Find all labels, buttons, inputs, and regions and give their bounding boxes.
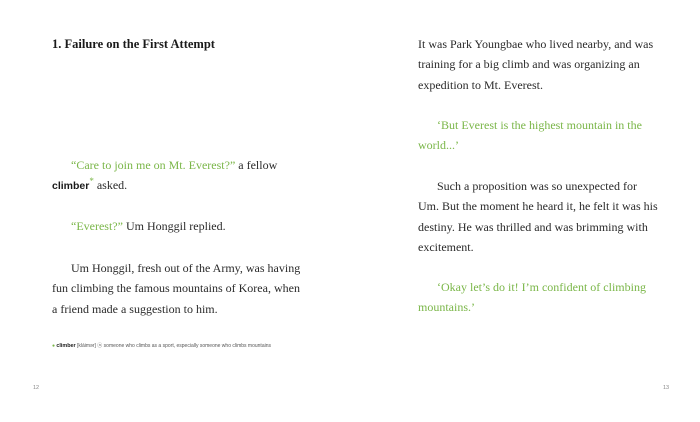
footnote-word: climber [56,343,76,349]
footnote-bullet: ● [52,343,56,349]
paragraph-highest-mountain [418,115,658,156]
paragraph-invitation [52,155,302,197]
footnote-part-of-speech: ⓝ [97,343,103,349]
text-destiny: Such a proposition was so unexpected for Um. But the moment he heard it, he felt it was his destiny. He was thrilled and was brimming with excitement. [418,179,658,254]
gloss-asterisk: * [89,176,94,187]
quote-confident: ‘Okay let’s do it! I’m confident of climbing mountains.’ [418,280,646,315]
quote-highest-mountain: ‘But Everest is the highest mountain in the world...’ [418,118,642,153]
right-page [350,0,700,422]
page-number-left: 12 [33,385,40,391]
paragraph-destiny [418,176,658,257]
paragraph-confident [418,277,658,318]
text-after-quote: a fellow [235,158,278,172]
paragraph-background [52,258,302,319]
text-asked: asked. [93,178,128,193]
text-park-youngbae: It was Park Youngbae who lived nearby, and was training for a big climb and was organizing an expedition to Mt. Everest. [418,37,654,92]
quote-invitation: “Care to join me on Mt. Everest?” [71,158,236,172]
footnote-pronunciation: [kláimər] [75,343,98,349]
page-number-right: 13 [663,385,670,391]
quote-everest: “Everest?” [71,219,123,233]
footnote [52,342,271,349]
paragraph-park-youngbae [418,34,658,95]
text-reply: Um Honggil replied. [122,219,226,233]
chapter-title: 1. Failure on the First Attempt [52,37,215,51]
gloss-word-climber: climber [52,180,90,193]
paragraph-reply [52,216,302,236]
footnote-definition: someone who climbs as a sport, especially someone who climbs mountains [102,343,271,349]
text-background: Um Honggil, fresh out of the Army, was having fun climbing the famous mountains of Korea, when a friend made a suggestion to him. [52,261,301,316]
